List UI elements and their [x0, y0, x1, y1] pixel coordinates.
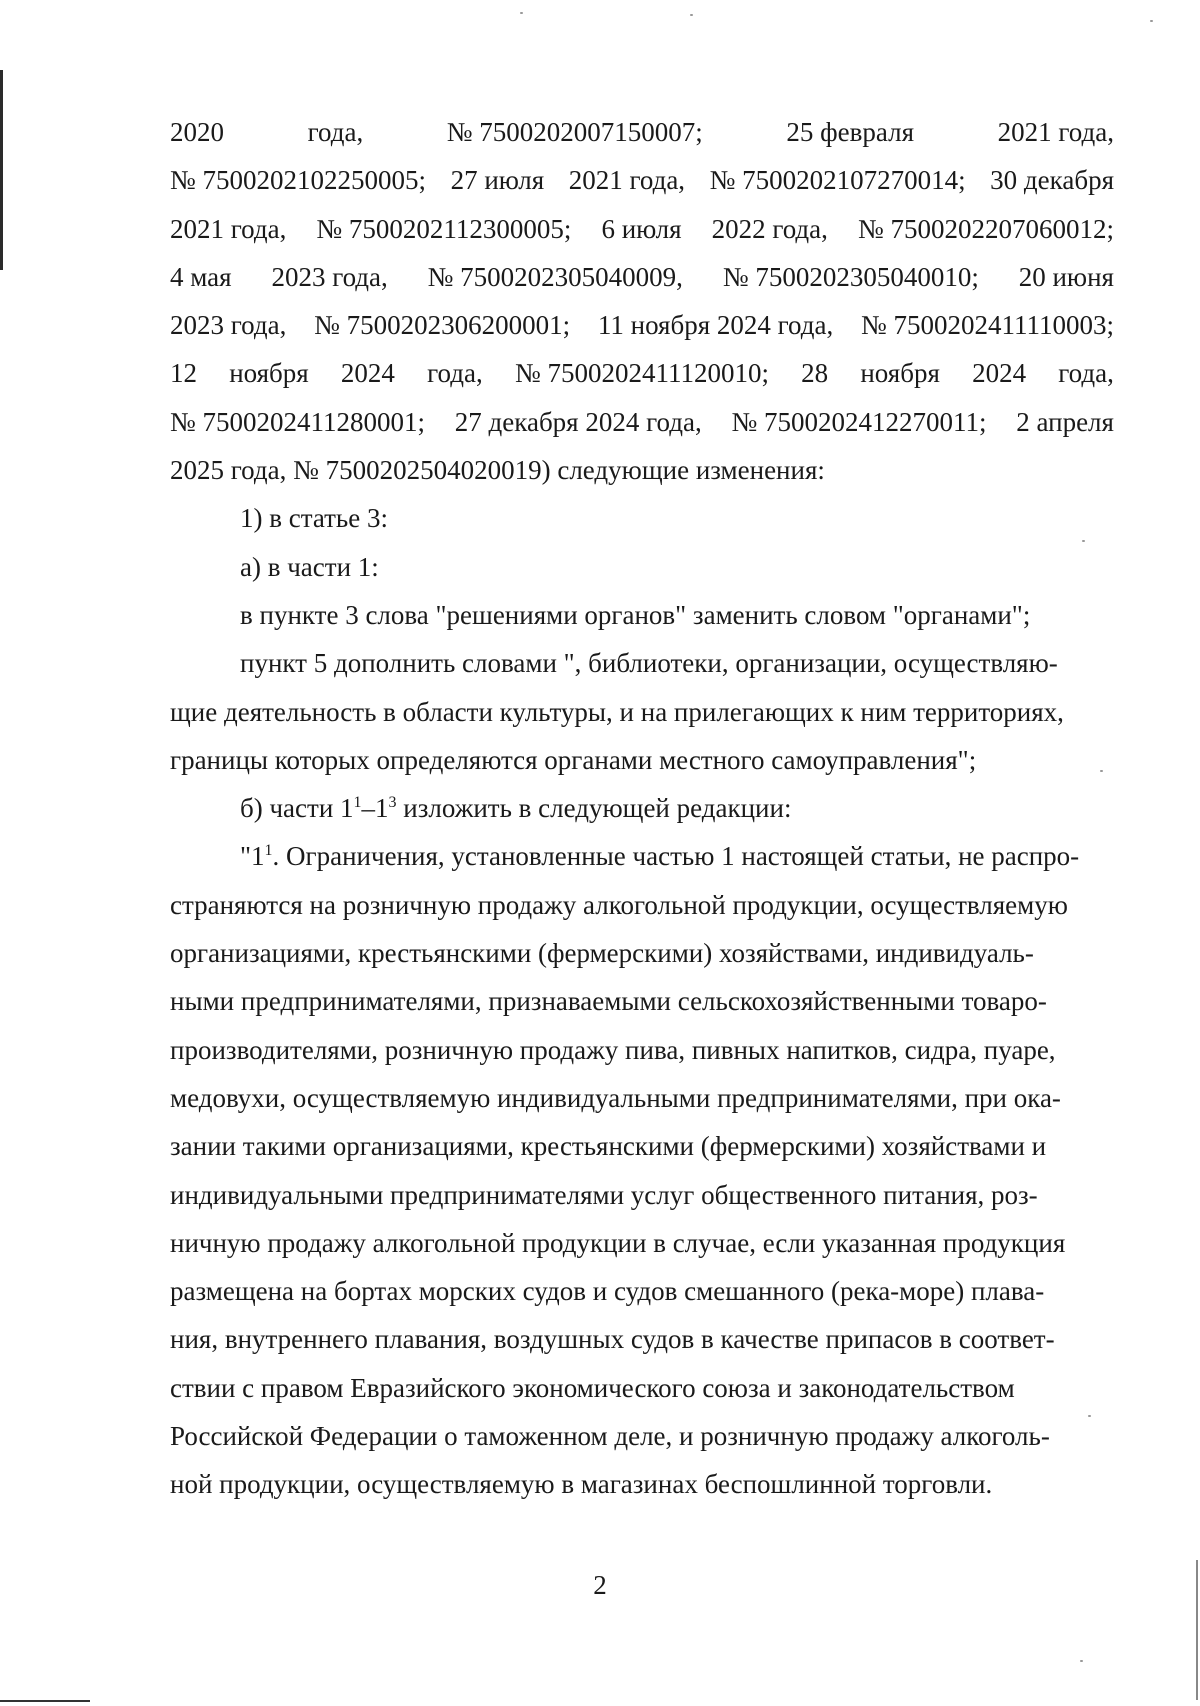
- text-word: 2022 года,: [711, 213, 828, 244]
- text-line: 2025 года, № 7500202504020019) следующие изменения:: [170, 455, 825, 486]
- text-word: № 7500202411120010;: [514, 358, 769, 389]
- text-word: № 7500202102250005;: [170, 165, 427, 196]
- text-word: 4 мая: [170, 261, 232, 292]
- text-word: 2021 года,: [997, 117, 1114, 147]
- text-word: 25 февраля: [786, 117, 914, 147]
- text-word: 2 апреля: [1016, 406, 1114, 437]
- text-word: № 7500202112300005;: [316, 213, 572, 244]
- scan-edge-left: [0, 70, 3, 270]
- text-word: ноября: [229, 358, 309, 389]
- text-word: года,: [1058, 358, 1114, 389]
- scan-speck: [1150, 20, 1153, 22]
- amendment-item-b: [170, 784, 1114, 832]
- text-word: № 7500202107270014;: [709, 165, 966, 196]
- paragraph-1-1-line: страняются на розничную продажу алкогольной продукции, осуществляемую: [170, 889, 1068, 920]
- superscript: 3: [388, 794, 397, 812]
- paragraph-1-1-line: ствии с правом Евразийского экономического союза и законодательством: [170, 1372, 1015, 1403]
- text-run: . Ограничения, установленные частью 1 настоящей статьи, не распро-: [272, 841, 1080, 872]
- paragraph-1-1-line: ными предпринимателями, признаваемыми сельскохозяйственными товаро-: [170, 986, 1047, 1017]
- text-word: года,: [427, 358, 483, 389]
- paragraph-1-1-line: Российской Федерации о таможенном деле, и розничную продажу алкоголь-: [170, 1421, 1050, 1452]
- text-word: № 7500202412270011;: [731, 406, 987, 437]
- text-word: 2021 года,: [568, 165, 686, 196]
- text-line: [170, 156, 1114, 204]
- amendment-item-a: а) в части 1:: [240, 551, 379, 582]
- paragraph-1-1-line: ния, внутреннего плавания, воздушных судов в качестве припасов в соответ-: [170, 1324, 1055, 1355]
- amendment-punkt-3: в пункте 3 слова "решениями органов" заменить словом "органами";: [240, 599, 1031, 630]
- text-word: 2024: [340, 358, 395, 389]
- text-word: 6 июля: [601, 213, 682, 244]
- text-word: 2024: [972, 358, 1027, 389]
- superscript: 1: [264, 842, 273, 860]
- text-run: б) части 1: [240, 793, 354, 824]
- text-word: № 7500202305040010;: [722, 261, 979, 292]
- text-word: года,: [307, 117, 364, 147]
- text-word: 2020: [170, 117, 224, 147]
- amendment-punkt-5-line: щие деятельность в области культуры, и на прилегающих к ним территориях,: [170, 696, 1064, 727]
- text-word: 30 декабря: [990, 165, 1114, 196]
- document-body: [170, 108, 1114, 1509]
- amendment-punkt-5-line: границы которых определяются органами местного самоуправления";: [170, 744, 977, 775]
- text-word: 11 ноября 2024 года,: [597, 310, 834, 341]
- text-word: № 7500202007150007;: [446, 117, 703, 147]
- paragraph-1-1-last-line: ной продукции, осуществляемую в магазинах беспошлинной торговли.: [170, 1469, 993, 1500]
- text-run: –1: [361, 793, 389, 824]
- paragraph-1-1-line: организациями, крестьянскими (фермерскими) хозяйствами, индивидуаль-: [170, 938, 1034, 969]
- scan-edge-bottom: [0, 1700, 90, 1702]
- text-word: 28: [801, 358, 829, 389]
- text-word: 20 июня: [1018, 261, 1114, 292]
- scan-speck: [690, 14, 693, 16]
- scan-speck: [1080, 1660, 1083, 1662]
- scan-speck: [520, 12, 523, 14]
- text-word: 12: [170, 358, 197, 389]
- text-line: [170, 398, 1114, 446]
- page-number: 2: [593, 1570, 607, 1600]
- paragraph-1-1-line: размещена на бортах морских судов и судов смешанного (река-море) плава-: [170, 1276, 1045, 1307]
- paragraph-1-1-first-line: [170, 832, 1114, 880]
- text-word: 2021 года,: [170, 213, 287, 244]
- text-run: изложить в следующей редакции:: [396, 793, 792, 824]
- text-word: № 7500202411280001;: [170, 406, 426, 437]
- superscript: 1: [353, 794, 362, 812]
- amendment-item-1: 1) в статье 3:: [240, 503, 388, 534]
- text-word: 27 декабря 2024 года,: [454, 406, 702, 437]
- text-word: № 7500202305040009,: [427, 261, 683, 292]
- text-word: 2023 года,: [170, 310, 287, 341]
- text-word: № 7500202411110003;: [860, 310, 1114, 341]
- paragraph-1-1-line: зании такими организациями, крестьянскими (фермерскими) хозяйствами и: [170, 1131, 1047, 1162]
- paragraph-1-1-line: индивидуальными предпринимателями услуг общественного питания, роз-: [170, 1179, 1038, 1210]
- paragraph-1-1-line: производителями, розничную продажу пива, пивных напитков, сидра, пуаре,: [170, 1034, 1056, 1065]
- text-line: [170, 108, 1114, 156]
- text-line: [170, 301, 1114, 349]
- text-word: 27 июля: [450, 165, 545, 196]
- text-word: ноября: [860, 358, 940, 389]
- text-line: [170, 349, 1114, 397]
- text-word: № 7500202306200001;: [314, 310, 571, 341]
- text-line: [170, 253, 1114, 301]
- amendment-punkt-5-line: пункт 5 дополнить словами ", библиотеки, организации, осуществляю-: [240, 648, 1058, 679]
- text-line: [170, 205, 1114, 253]
- paragraph-1-1-line: ничную продажу алкогольной продукции в случае, если указанная продукция: [170, 1227, 1066, 1258]
- text-word: 2023 года,: [271, 261, 388, 292]
- text-word: № 7500202207060012;: [857, 213, 1114, 244]
- paragraph-1-1-line: медовухи, осуществляемую индивидуальными предпринимателями, при ока-: [170, 1082, 1061, 1113]
- text-run: "1: [240, 841, 265, 872]
